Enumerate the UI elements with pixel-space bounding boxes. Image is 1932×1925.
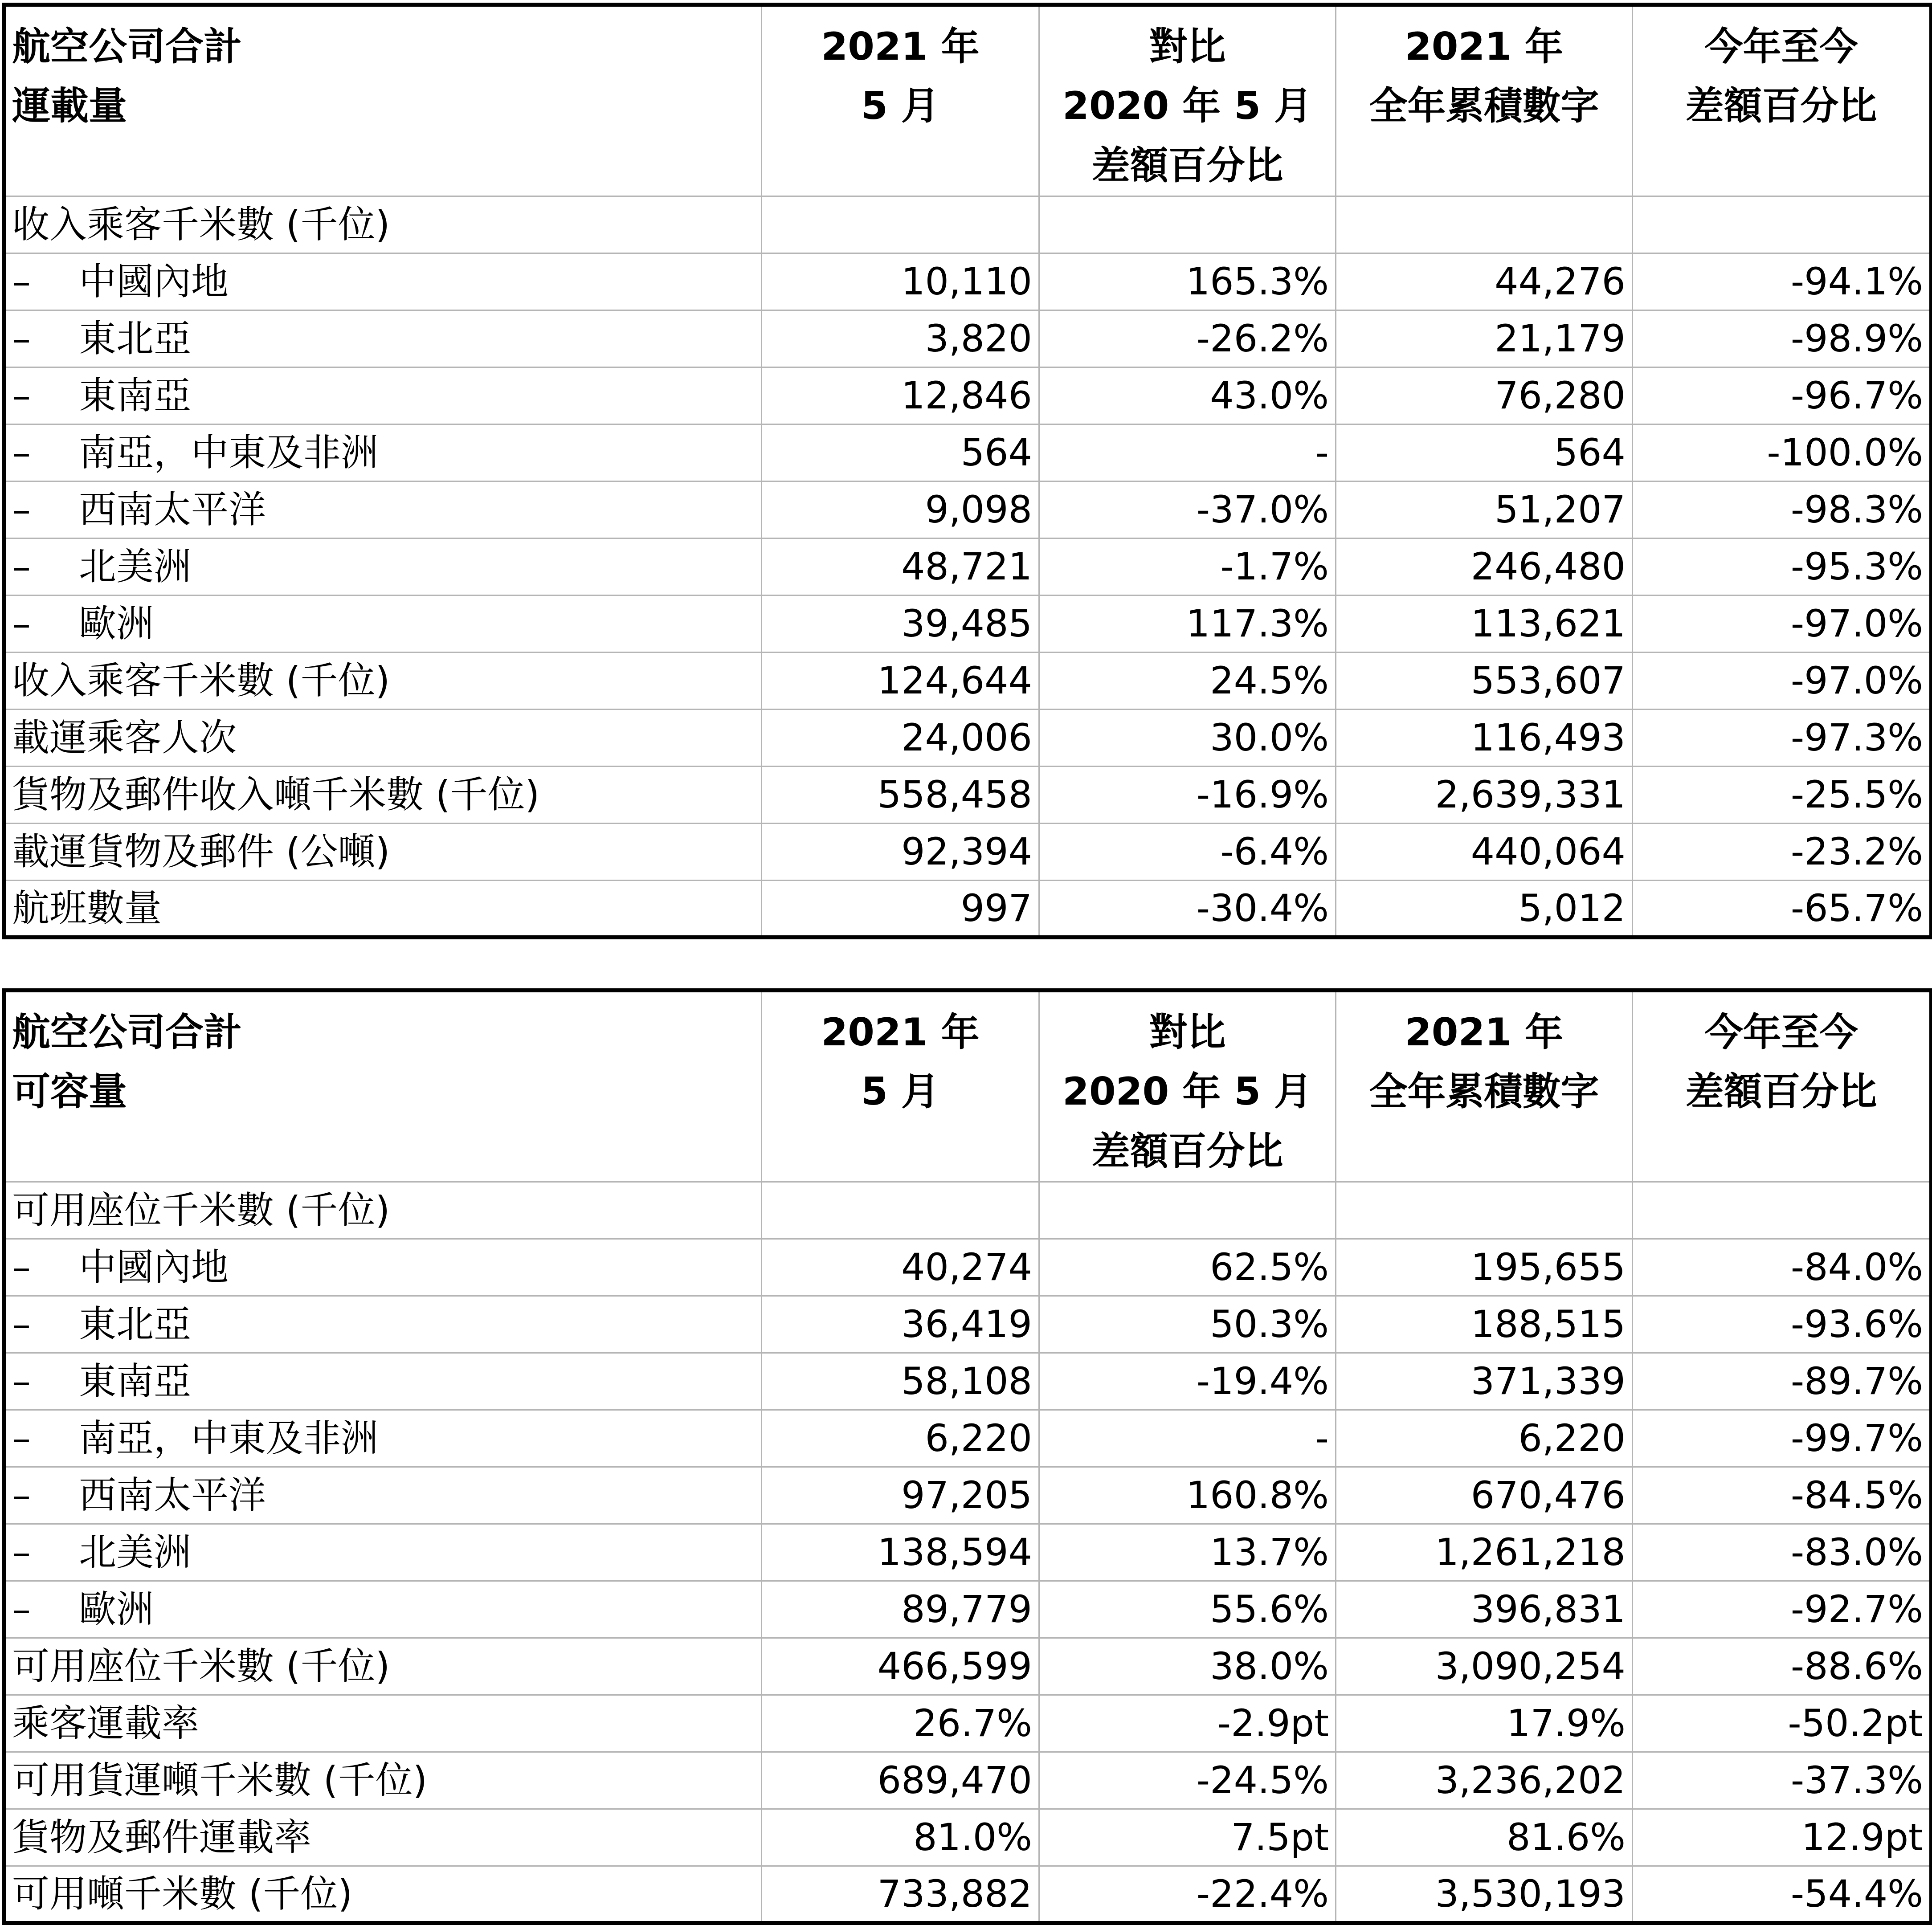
cell-ytd-change: -23.2% xyxy=(1633,823,1932,880)
cell-vs-2020: 50.3% xyxy=(1039,1296,1336,1353)
region-name: 東南亞 xyxy=(79,374,192,418)
cell-cumulative: 116,493 xyxy=(1336,709,1633,766)
dash-marker: – xyxy=(12,602,31,646)
region-name: 西南太平洋 xyxy=(79,488,266,532)
cell-vs-2020: 165.3% xyxy=(1039,253,1336,310)
row-label xyxy=(4,1467,762,1524)
cell-vs-2020: 160.8% xyxy=(1039,1467,1336,1524)
cell-may-2021: 9,098 xyxy=(762,481,1039,538)
cell-cumulative: 113,621 xyxy=(1336,595,1633,652)
cell-vs-2020: - xyxy=(1039,424,1336,481)
cell-cumulative xyxy=(1336,196,1633,253)
cell-may-2021: 3,820 xyxy=(762,310,1039,367)
cell-cumulative: 3,236,202 xyxy=(1336,1752,1633,1809)
cell-may-2021: 36,419 xyxy=(762,1296,1039,1353)
cell-vs-2020 xyxy=(1039,196,1336,253)
cell-cumulative: 195,655 xyxy=(1336,1239,1633,1296)
table-row xyxy=(4,1239,1932,1296)
dash-marker: – xyxy=(12,488,31,532)
cell-ytd-change: -50.2pt xyxy=(1633,1695,1932,1752)
row-label xyxy=(4,1353,762,1410)
row-label: 可用噸千米數 (千位) xyxy=(4,1866,762,1923)
cell-cumulative: 51,207 xyxy=(1336,481,1633,538)
cell-cumulative: 6,220 xyxy=(1336,1410,1633,1467)
cell-ytd-change: 12.9pt xyxy=(1633,1809,1932,1866)
cell-vs-2020: 7.5pt xyxy=(1039,1809,1336,1866)
cell-ytd-change: -97.0% xyxy=(1633,652,1932,709)
cell-cumulative: 188,515 xyxy=(1336,1296,1633,1353)
cell-cumulative: 440,064 xyxy=(1336,823,1633,880)
row-label: 航班數量 xyxy=(4,880,762,937)
cell-may-2021: 92,394 xyxy=(762,823,1039,880)
cell-may-2021: 97,205 xyxy=(762,1467,1039,1524)
cell-ytd-change: -98.3% xyxy=(1633,481,1932,538)
traffic-table xyxy=(2,3,1932,939)
table-row xyxy=(4,1353,1932,1410)
table-row xyxy=(4,1524,1932,1581)
table-row xyxy=(4,367,1932,424)
row-label xyxy=(4,310,762,367)
cell-ytd-change: -98.9% xyxy=(1633,310,1932,367)
cell-may-2021: 733,882 xyxy=(762,1866,1039,1923)
row-label xyxy=(4,253,762,310)
table-row xyxy=(4,1182,1932,1239)
header-ytd-change: 今年至今 差額百分比 xyxy=(1633,5,1932,196)
row-label xyxy=(4,1524,762,1581)
cell-ytd-change: -99.7% xyxy=(1633,1410,1932,1467)
cell-cumulative: 5,012 xyxy=(1336,880,1633,937)
table-row xyxy=(4,709,1932,766)
cell-cumulative: 371,339 xyxy=(1336,1353,1633,1410)
cell-vs-2020: -22.4% xyxy=(1039,1866,1336,1923)
cell-ytd-change: -88.6% xyxy=(1633,1638,1932,1695)
cell-cumulative: 670,476 xyxy=(1336,1467,1633,1524)
region-name: 東南亞 xyxy=(79,1359,192,1403)
cell-vs-2020: 62.5% xyxy=(1039,1239,1336,1296)
table-row xyxy=(4,652,1932,709)
cell-vs-2020 xyxy=(1039,1182,1336,1239)
header-title: 航空公司合計 可容量 xyxy=(4,991,762,1182)
table-row xyxy=(4,253,1932,310)
cell-may-2021: 466,599 xyxy=(762,1638,1039,1695)
row-label xyxy=(4,367,762,424)
cell-may-2021: 138,594 xyxy=(762,1524,1039,1581)
cell-vs-2020: -30.4% xyxy=(1039,880,1336,937)
cell-ytd-change: -83.0% xyxy=(1633,1524,1932,1581)
dash-marker: – xyxy=(12,1587,31,1631)
dash-marker: – xyxy=(12,260,31,304)
region-name: 南亞，中東及非洲 xyxy=(79,1416,379,1460)
cell-ytd-change: -25.5% xyxy=(1633,766,1932,823)
dash-marker: – xyxy=(12,431,31,475)
table-row xyxy=(4,1581,1932,1638)
row-label xyxy=(4,538,762,595)
cell-may-2021: 564 xyxy=(762,424,1039,481)
cell-vs-2020: 43.0% xyxy=(1039,367,1336,424)
cell-cumulative: 553,607 xyxy=(1336,652,1633,709)
table-row xyxy=(4,481,1932,538)
header-may-2021: 2021 年 5 月 xyxy=(762,5,1039,196)
row-label xyxy=(4,1239,762,1296)
table-header-row xyxy=(4,991,1932,1182)
cell-vs-2020: -37.0% xyxy=(1039,481,1336,538)
dash-marker: – xyxy=(12,1416,31,1460)
region-name: 南亞，中東及非洲 xyxy=(79,431,379,475)
cell-cumulative: 396,831 xyxy=(1336,1581,1633,1638)
row-label: 載運乘客人次 xyxy=(4,709,762,766)
cell-may-2021 xyxy=(762,196,1039,253)
cell-cumulative: 76,280 xyxy=(1336,367,1633,424)
cell-may-2021: 58,108 xyxy=(762,1353,1039,1410)
row-label: 貨物及郵件收入噸千米數 (千位) xyxy=(4,766,762,823)
cell-ytd-change: -54.4% xyxy=(1633,1866,1932,1923)
cell-ytd-change: -93.6% xyxy=(1633,1296,1932,1353)
cell-ytd-change xyxy=(1633,196,1932,253)
header-ytd-change: 今年至今 差額百分比 xyxy=(1633,991,1932,1182)
row-label xyxy=(4,1410,762,1467)
cell-ytd-change: -84.0% xyxy=(1633,1239,1932,1296)
table-row xyxy=(4,1752,1932,1809)
cell-cumulative xyxy=(1336,1182,1633,1239)
cell-may-2021: 26.7% xyxy=(762,1695,1039,1752)
cell-may-2021: 89,779 xyxy=(762,1581,1039,1638)
row-label: 可用座位千米數 (千位) xyxy=(4,1182,762,1239)
table-row xyxy=(4,595,1932,652)
cell-cumulative: 2,639,331 xyxy=(1336,766,1633,823)
row-label: 乘客運載率 xyxy=(4,1695,762,1752)
cell-ytd-change: -97.3% xyxy=(1633,709,1932,766)
cell-may-2021: 39,485 xyxy=(762,595,1039,652)
capacity-table xyxy=(2,988,1932,1925)
dash-marker: – xyxy=(12,317,31,361)
cell-may-2021 xyxy=(762,1182,1039,1239)
table-row xyxy=(4,196,1932,253)
table-row xyxy=(4,1638,1932,1695)
cell-vs-2020: - xyxy=(1039,1410,1336,1467)
dash-marker: – xyxy=(12,545,31,589)
cell-ytd-change: -89.7% xyxy=(1633,1353,1932,1410)
row-label xyxy=(4,1581,762,1638)
cell-ytd-change: -37.3% xyxy=(1633,1752,1932,1809)
cell-may-2021: 81.0% xyxy=(762,1809,1039,1866)
table-row xyxy=(4,1809,1932,1866)
cell-ytd-change: -96.7% xyxy=(1633,367,1932,424)
cell-may-2021: 558,458 xyxy=(762,766,1039,823)
cell-ytd-change: -84.5% xyxy=(1633,1467,1932,1524)
dash-marker: – xyxy=(12,1473,31,1517)
cell-vs-2020: 38.0% xyxy=(1039,1638,1336,1695)
dash-marker: – xyxy=(12,1530,31,1574)
header-vs-may-2020: 對比 2020 年 5 月 差額百分比 xyxy=(1039,5,1336,196)
header-title: 航空公司合計 運載量 xyxy=(4,5,762,196)
region-name: 中國內地 xyxy=(79,260,229,304)
cell-vs-2020: -6.4% xyxy=(1039,823,1336,880)
table-row xyxy=(4,424,1932,481)
cell-vs-2020: 55.6% xyxy=(1039,1581,1336,1638)
dash-marker: – xyxy=(12,1302,31,1346)
table-row xyxy=(4,1866,1932,1923)
region-name: 北美洲 xyxy=(79,545,192,589)
table-row xyxy=(4,1467,1932,1524)
dash-marker: – xyxy=(12,1245,31,1289)
header-may-2021: 2021 年 5 月 xyxy=(762,991,1039,1182)
row-label: 可用貨運噸千米數 (千位) xyxy=(4,1752,762,1809)
table-row xyxy=(4,823,1932,880)
dash-marker: – xyxy=(12,1359,31,1403)
region-name: 東北亞 xyxy=(79,317,192,361)
region-name: 西南太平洋 xyxy=(79,1473,266,1517)
table-row xyxy=(4,880,1932,937)
cell-vs-2020: -2.9pt xyxy=(1039,1695,1336,1752)
row-label: 載運貨物及郵件 (公噸) xyxy=(4,823,762,880)
cell-may-2021: 689,470 xyxy=(762,1752,1039,1809)
cell-ytd-change: -97.0% xyxy=(1633,595,1932,652)
cell-cumulative: 81.6% xyxy=(1336,1809,1633,1866)
row-label: 貨物及郵件運載率 xyxy=(4,1809,762,1866)
table-row xyxy=(4,1296,1932,1353)
cell-cumulative: 3,090,254 xyxy=(1336,1638,1633,1695)
row-label: 收入乘客千米數 (千位) xyxy=(4,196,762,253)
cell-cumulative: 3,530,193 xyxy=(1336,1866,1633,1923)
row-label xyxy=(4,481,762,538)
table-header-row xyxy=(4,5,1932,196)
cell-may-2021: 6,220 xyxy=(762,1410,1039,1467)
cell-vs-2020: -16.9% xyxy=(1039,766,1336,823)
cell-vs-2020: -26.2% xyxy=(1039,310,1336,367)
cell-cumulative: 21,179 xyxy=(1336,310,1633,367)
cell-vs-2020: 30.0% xyxy=(1039,709,1336,766)
cell-cumulative: 564 xyxy=(1336,424,1633,481)
row-label: 收入乘客千米數 (千位) xyxy=(4,652,762,709)
cell-cumulative: 44,276 xyxy=(1336,253,1633,310)
row-label xyxy=(4,595,762,652)
cell-cumulative: 17.9% xyxy=(1336,1695,1633,1752)
cell-cumulative: 1,261,218 xyxy=(1336,1524,1633,1581)
cell-ytd-change: -95.3% xyxy=(1633,538,1932,595)
cell-vs-2020: -24.5% xyxy=(1039,1752,1336,1809)
cell-vs-2020: 13.7% xyxy=(1039,1524,1336,1581)
cell-may-2021: 997 xyxy=(762,880,1039,937)
cell-ytd-change xyxy=(1633,1182,1932,1239)
table-row xyxy=(4,538,1932,595)
table-row xyxy=(4,1695,1932,1752)
cell-ytd-change: -92.7% xyxy=(1633,1581,1932,1638)
cell-may-2021: 10,110 xyxy=(762,253,1039,310)
region-name: 歐洲 xyxy=(79,1587,154,1631)
row-label xyxy=(4,424,762,481)
cell-ytd-change: -100.0% xyxy=(1633,424,1932,481)
region-name: 北美洲 xyxy=(79,1530,192,1574)
cell-vs-2020: 24.5% xyxy=(1039,652,1336,709)
table-row xyxy=(4,766,1932,823)
cell-may-2021: 124,644 xyxy=(762,652,1039,709)
cell-may-2021: 48,721 xyxy=(762,538,1039,595)
cell-may-2021: 12,846 xyxy=(762,367,1039,424)
row-label: 可用座位千米數 (千位) xyxy=(4,1638,762,1695)
cell-ytd-change: -65.7% xyxy=(1633,880,1932,937)
cell-may-2021: 40,274 xyxy=(762,1239,1039,1296)
cell-vs-2020: -1.7% xyxy=(1039,538,1336,595)
header-2021-cumulative: 2021 年 全年累積數字 xyxy=(1336,991,1633,1182)
cell-ytd-change: -94.1% xyxy=(1633,253,1932,310)
cell-vs-2020: -19.4% xyxy=(1039,1353,1336,1410)
header-vs-may-2020: 對比 2020 年 5 月 差額百分比 xyxy=(1039,991,1336,1182)
row-label xyxy=(4,1296,762,1353)
table-row xyxy=(4,1410,1932,1467)
header-2021-cumulative: 2021 年 全年累積數字 xyxy=(1336,5,1633,196)
region-name: 歐洲 xyxy=(79,602,154,646)
cell-may-2021: 24,006 xyxy=(762,709,1039,766)
cell-cumulative: 246,480 xyxy=(1336,538,1633,595)
table-row xyxy=(4,310,1932,367)
cell-vs-2020: 117.3% xyxy=(1039,595,1336,652)
dash-marker: – xyxy=(12,374,31,418)
region-name: 東北亞 xyxy=(79,1302,192,1346)
region-name: 中國內地 xyxy=(79,1245,229,1289)
